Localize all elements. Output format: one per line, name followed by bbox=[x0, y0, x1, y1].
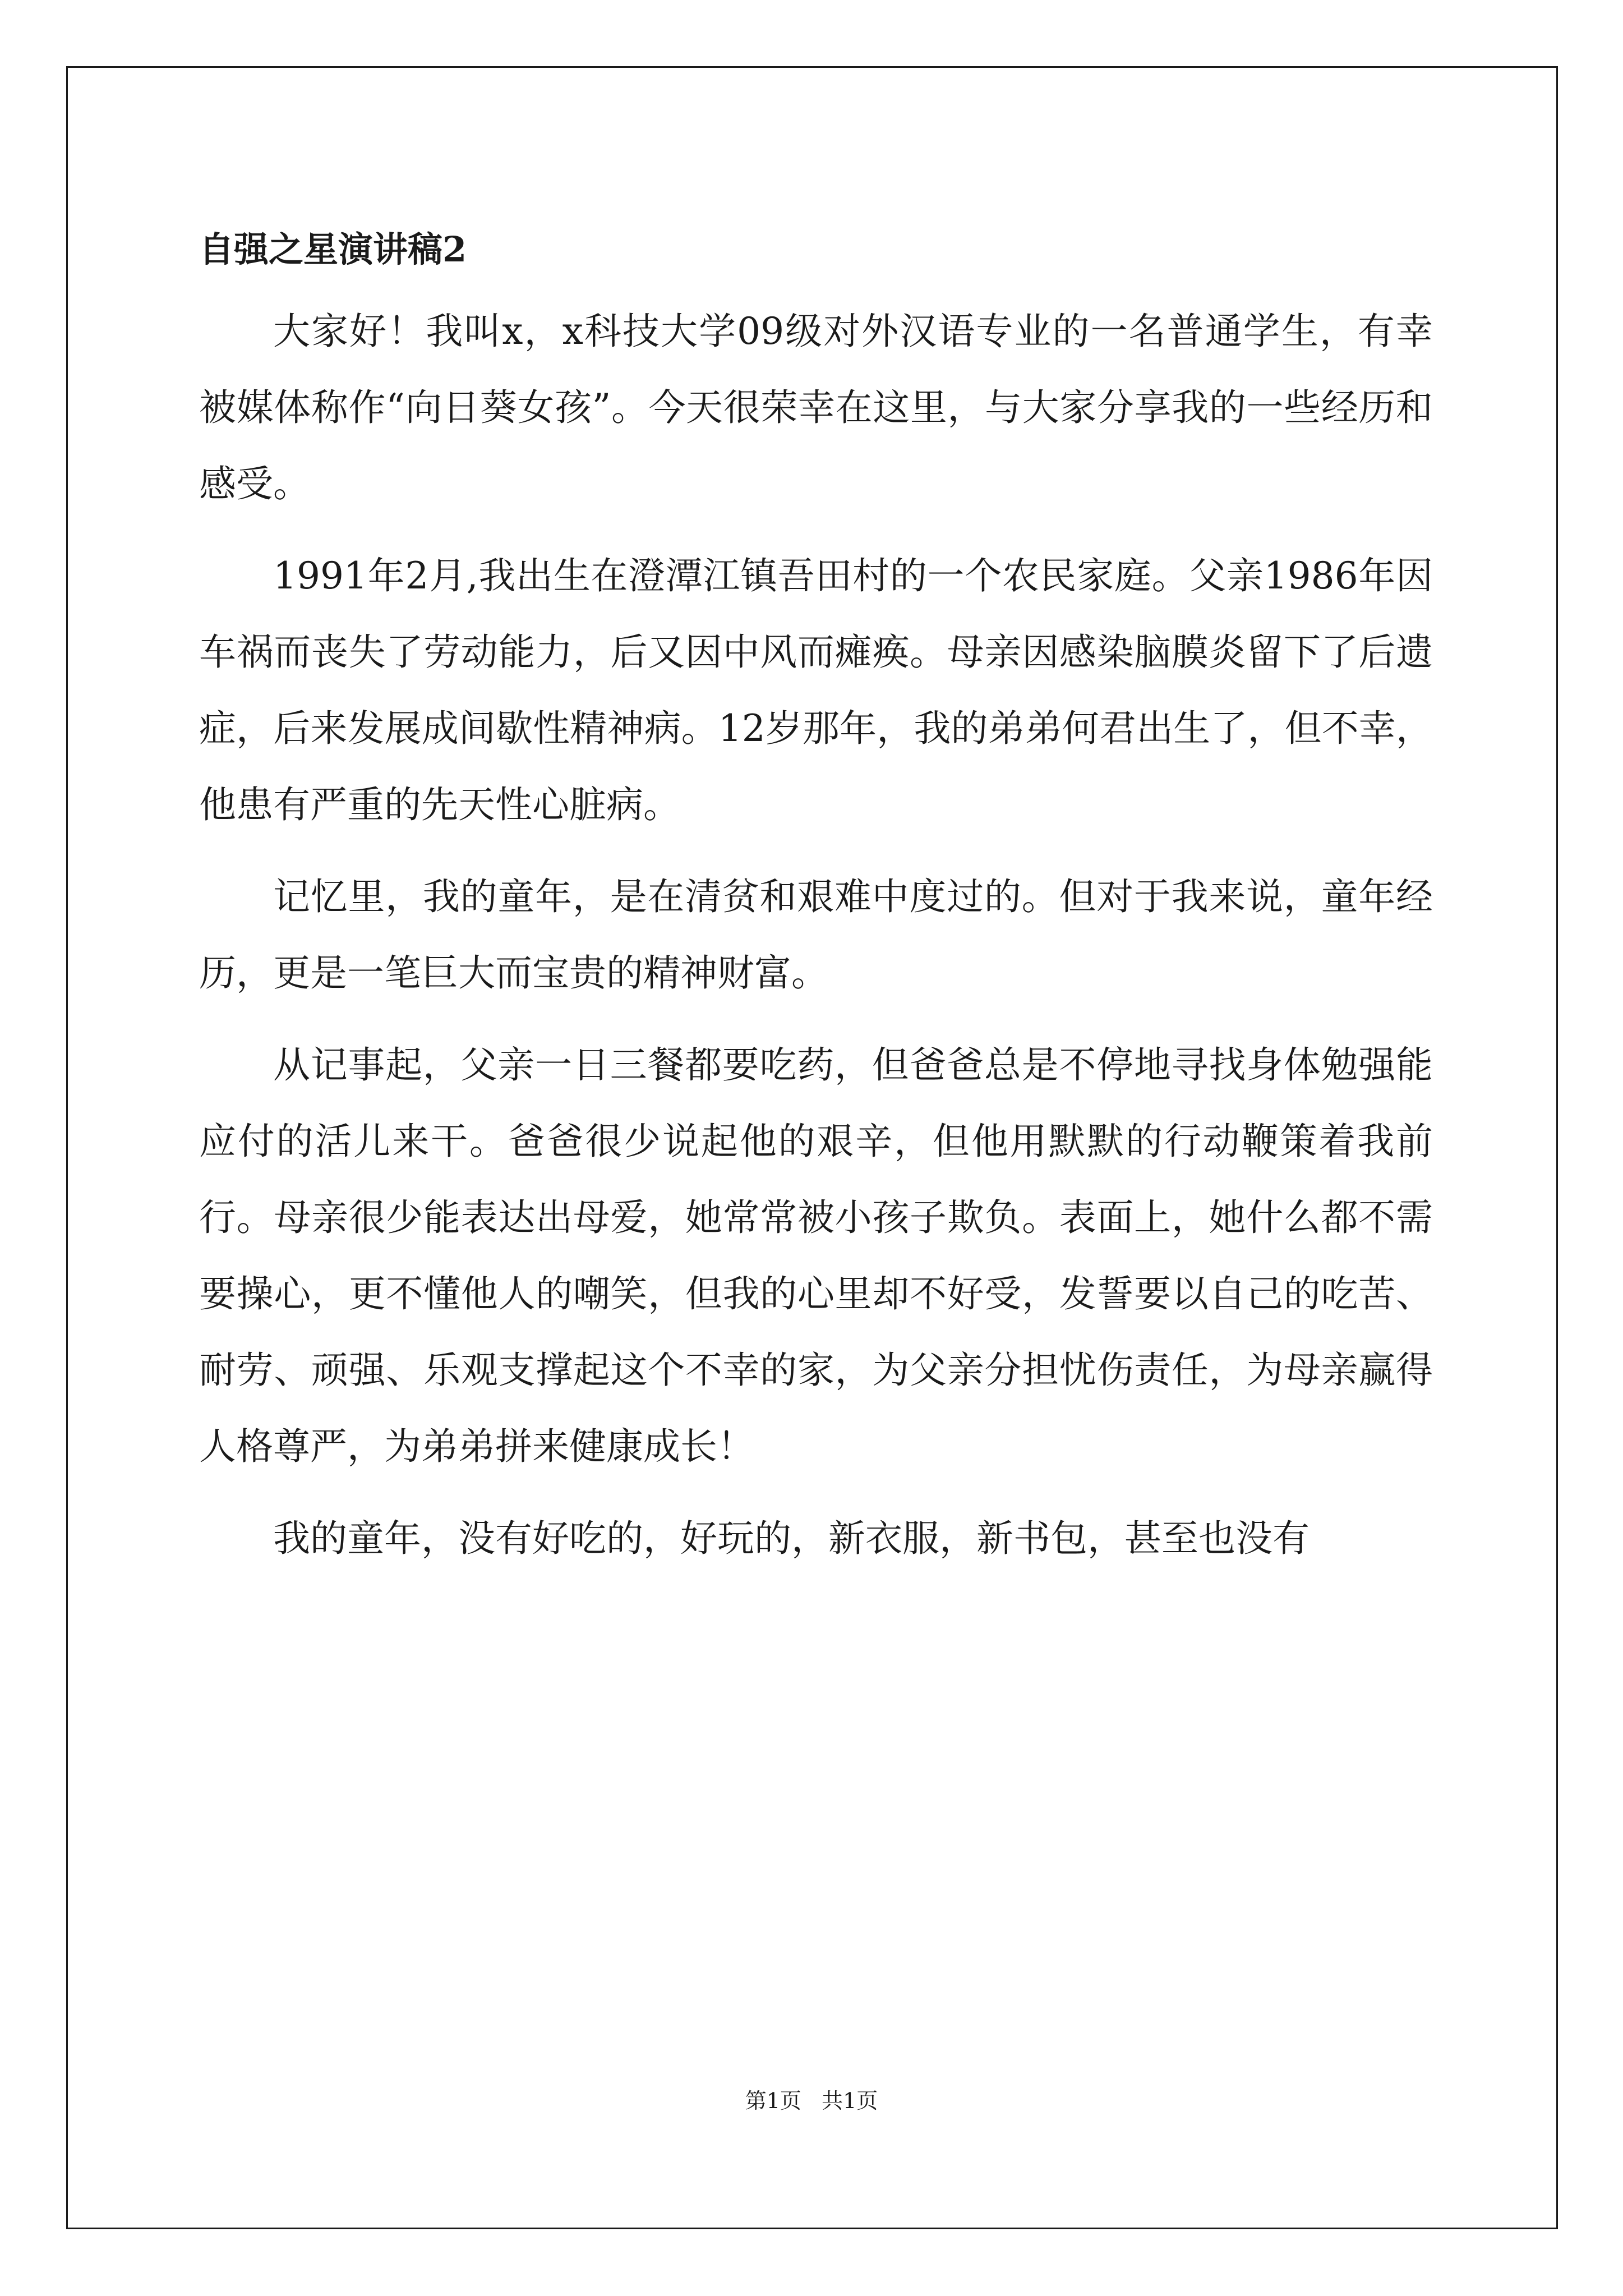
document-title: 自强之星演讲稿2 bbox=[199, 229, 467, 270]
paragraph-childhood-continued: 我的童年，没有好吃的，好玩的，新衣服，新书包，甚至也没有 bbox=[273, 1517, 1310, 1560]
page-number-footer: 第1页 共1页 bbox=[745, 2088, 878, 2113]
paragraph-parents: 从记事起，父亲一日三餐都要吃药，但爸爸总是不停地寻找身体勉强能应付的活儿来干。爸爸很少说起他的艰辛，但他用默默的行动鞭策着我前行。母亲很少能表达出母爱，她常常被小孩子欺负。表面上，她什么都不需要操心，更不懂他人的嘲笑，但我的心里却不好受，发誓要以自己的吃苦、耐劳、顽强、乐观支撑起这个不幸的家，为父亲分担忧伤责任，为母亲赢得人格尊严，为弟弟拼来健康成长！ bbox=[199, 1043, 1433, 1468]
paragraph-family-background: 1991年2月,我出生在澄潭江镇吾田村的一个农民家庭。父亲1986年因车祸而丧失了劳动能力，后又因中风而瘫痪。母亲因感染脑膜炎留下了后遗症，后来发展成间歇性精神病。12岁那年，我的弟弟何君出生了，但不幸，他患有严重的先天性心脏病。 bbox=[199, 554, 1433, 826]
paragraph-childhood-memory: 记忆里，我的童年，是在清贫和艰难中度过的。但对于我来说，童年经历，更是一笔巨大而宝贵的精神财富。 bbox=[199, 875, 1433, 995]
paragraph-greeting: 大家好！我叫x，x科技大学09级对外汉语专业的一名普通学生，有幸被媒体称作“向日葵女孩”。今天很荣幸在这里，与大家分享我的一些经历和感受。 bbox=[199, 310, 1433, 505]
document-body bbox=[199, 222, 1433, 1577]
